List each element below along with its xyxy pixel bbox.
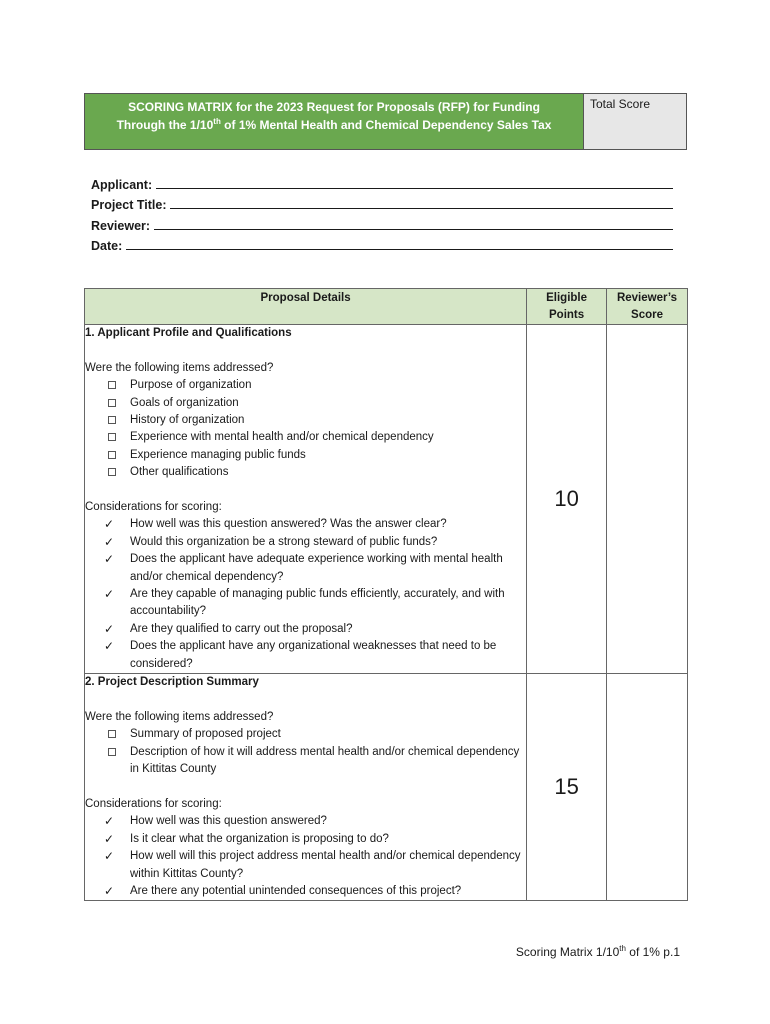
checkbox-icon[interactable] xyxy=(108,748,116,756)
list-item[interactable] xyxy=(85,464,526,481)
footer-sup: th xyxy=(619,944,626,953)
title-box xyxy=(84,93,687,150)
list-item xyxy=(85,621,526,638)
consideration-text: How well was this question answered? Was the answer clear? xyxy=(130,518,447,531)
item-label: Summary of proposed project xyxy=(130,728,281,741)
applicant-row[interactable] xyxy=(91,171,673,192)
section-1-items-heading: Were the following items addressed? xyxy=(85,361,274,374)
section-2-reviewer-score[interactable] xyxy=(607,674,688,901)
list-item[interactable] xyxy=(85,395,526,412)
applicant-label: Applicant: xyxy=(91,177,153,192)
item-label: Goals of organization xyxy=(130,396,239,409)
list-item xyxy=(85,638,526,673)
checkmark-icon: ✓ xyxy=(104,849,115,864)
section-1-reviewer-score[interactable] xyxy=(607,325,688,674)
section-1-details xyxy=(85,325,527,674)
list-item[interactable] xyxy=(85,412,526,429)
checkmark-icon: ✓ xyxy=(104,639,115,654)
total-score-cell[interactable] xyxy=(584,94,686,149)
list-item xyxy=(85,848,526,883)
header-eligible-line-1: Eligible xyxy=(546,292,588,304)
project-title-field[interactable] xyxy=(170,197,673,209)
list-item[interactable] xyxy=(85,726,526,743)
list-item xyxy=(85,551,526,586)
consideration-text: Would this organization be a strong steward of public funds? xyxy=(130,535,438,548)
header-proposal-details: Proposal Details xyxy=(85,289,527,325)
section-1-considerations xyxy=(85,516,526,673)
header-reviewer-line-2: Score xyxy=(631,309,663,321)
section-2-title: 2. Project Description Summary xyxy=(85,676,259,689)
section-2-items-heading: Were the following items addressed? xyxy=(85,710,274,723)
list-item xyxy=(85,534,526,551)
reviewer-row[interactable] xyxy=(91,212,673,233)
list-item xyxy=(85,831,526,848)
title-line-2-pre: Through the 1/10 xyxy=(116,118,214,132)
consideration-text: Does the applicant have any organizational weaknesses that need to be considered? xyxy=(130,640,497,670)
checkmark-icon: ✓ xyxy=(104,517,115,532)
section-2-details xyxy=(85,674,527,901)
list-item[interactable] xyxy=(85,744,526,779)
checkbox-icon[interactable] xyxy=(108,730,116,738)
title-line-2-sup: th xyxy=(213,117,221,126)
item-label: Experience managing public funds xyxy=(130,448,306,461)
scoring-table xyxy=(84,288,688,901)
reviewer-field[interactable] xyxy=(154,218,673,230)
header-reviewer-score xyxy=(607,289,688,325)
checkbox-icon[interactable] xyxy=(108,433,116,441)
header-eligible-points xyxy=(527,289,607,325)
consideration-text: Does the applicant have adequate experience working with mental health and/or chemical dependency? xyxy=(130,553,503,583)
checkmark-icon: ✓ xyxy=(104,587,115,602)
item-label: Experience with mental health and/or chemical dependency xyxy=(130,431,434,444)
list-item xyxy=(85,883,526,900)
checkmark-icon: ✓ xyxy=(104,534,115,549)
section-2-considerations xyxy=(85,813,526,900)
item-label: Other qualifications xyxy=(130,466,229,479)
list-item xyxy=(85,813,526,830)
project-title-label: Project Title: xyxy=(91,198,167,212)
reviewer-label: Reviewer: xyxy=(91,218,151,233)
checkmark-icon: ✓ xyxy=(104,814,115,829)
list-item xyxy=(85,586,526,621)
matrix-title xyxy=(85,94,584,149)
footer-post: of 1% p.1 xyxy=(625,945,680,959)
footer-pre: Scoring Matrix 1/10 xyxy=(515,945,620,959)
section-1-considerations-heading: Considerations for scoring: xyxy=(85,501,222,514)
list-item[interactable] xyxy=(85,429,526,446)
table-row xyxy=(85,325,688,674)
section-1-title: 1. Applicant Profile and Qualifications xyxy=(85,327,292,339)
list-item[interactable] xyxy=(85,447,526,464)
consideration-text: Are there any potential unintended consequences of this project? xyxy=(130,884,462,897)
item-label: History of organization xyxy=(130,414,245,427)
section-1-items xyxy=(85,377,526,481)
title-line-2-post: of 1% Mental Health and Chemical Dependency Sales Tax xyxy=(220,118,552,132)
checkbox-icon[interactable] xyxy=(108,399,116,407)
applicant-info xyxy=(91,171,673,253)
consideration-text: Are they qualified to carry out the proposal? xyxy=(130,622,353,635)
date-field[interactable] xyxy=(126,238,673,250)
header-reviewer-line-1: Reviewer’s xyxy=(616,292,678,304)
date-row[interactable] xyxy=(91,233,673,254)
title-line-2 xyxy=(85,116,583,134)
section-2-eligible-points: 15 xyxy=(527,674,607,901)
date-label: Date: xyxy=(91,239,123,253)
section-1-eligible-points: 10 xyxy=(527,325,607,674)
checkbox-icon[interactable] xyxy=(108,381,116,389)
project-title-row[interactable] xyxy=(91,192,673,213)
item-label: Purpose of organization xyxy=(130,379,252,392)
checkmark-icon: ✓ xyxy=(104,831,115,846)
table-row xyxy=(85,674,688,901)
title-line-1: SCORING MATRIX for the 2023 Request for Proposals (RFP) for Funding xyxy=(128,100,540,114)
checkbox-icon[interactable] xyxy=(108,451,116,459)
list-item[interactable] xyxy=(85,377,526,394)
consideration-text: How well will this project address mental health and/or chemical dependency within Kittitas County? xyxy=(130,850,521,880)
header-eligible-line-2: Points xyxy=(549,309,585,321)
section-2-items xyxy=(85,726,526,778)
list-item xyxy=(85,516,526,533)
checkmark-icon: ✓ xyxy=(104,621,115,636)
checkbox-icon[interactable] xyxy=(108,416,116,424)
item-label: Description of how it will address mental health and/or chemical dependency in Kittitas County xyxy=(130,745,520,776)
checkmark-icon: ✓ xyxy=(104,883,115,898)
applicant-field[interactable] xyxy=(156,177,673,189)
consideration-text: Are they capable of managing public funds efficiently, accurately, and with accountability? xyxy=(130,588,505,618)
checkbox-icon[interactable] xyxy=(108,468,116,476)
section-2-considerations-heading: Considerations for scoring: xyxy=(85,797,222,810)
total-score-label: Total Score xyxy=(590,97,651,111)
consideration-text: Is it clear what the organization is proposing to do? xyxy=(130,832,389,845)
consideration-text: How well was this question answered? xyxy=(130,815,327,828)
page-footer xyxy=(0,944,680,959)
table-header-row xyxy=(85,289,688,325)
checkmark-icon: ✓ xyxy=(104,552,115,567)
